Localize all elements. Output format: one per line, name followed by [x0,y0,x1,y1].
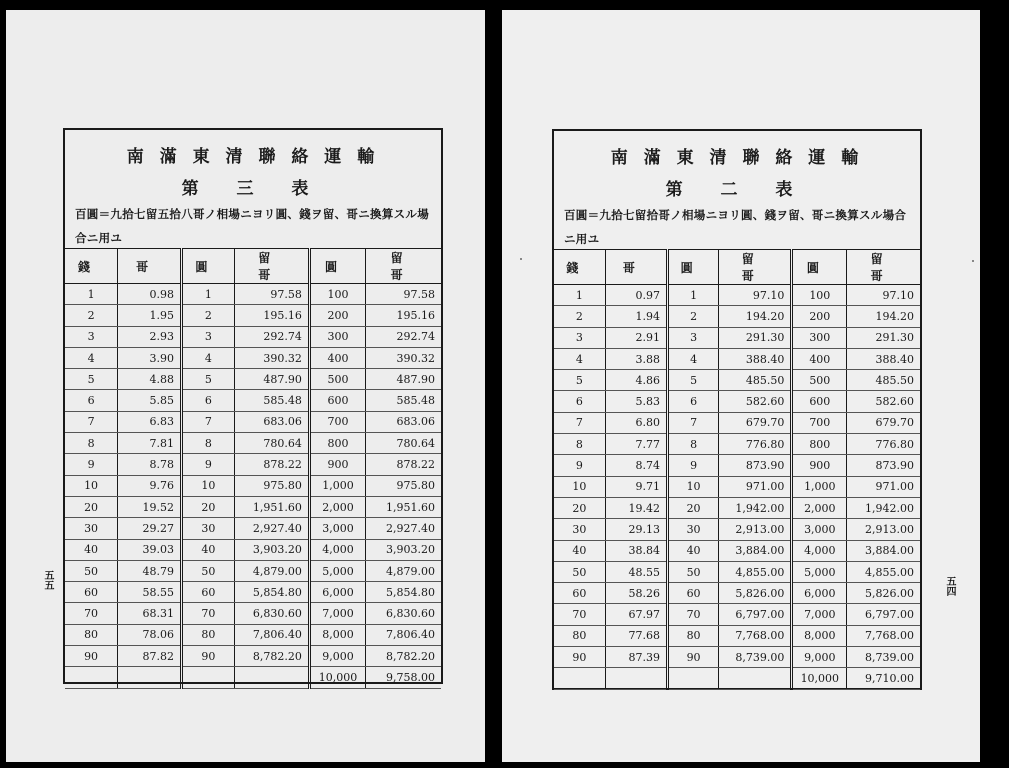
table-cell: 78.06 [118,624,182,645]
table-cell: 878.22 [234,454,309,475]
table-cell: 7,768.00 [847,625,920,646]
table-cell: 1.94 [605,306,667,327]
table-cell [667,668,718,689]
table-cell: 8,000 [309,624,365,645]
table-cell: 1,951.60 [366,496,441,517]
table-cell: 975.80 [234,475,309,496]
table-cell: 90 [182,646,235,667]
table-row [554,625,920,646]
table-cell: 878.22 [366,454,441,475]
table-cell: 9 [554,455,605,476]
table-cell: 97.58 [366,284,441,305]
table-cell: 200 [792,306,847,327]
table-cell: 58.26 [605,583,667,604]
table-cell: 1 [65,284,118,305]
table-row [554,370,920,391]
table-row [554,348,920,369]
column-header: 哥 [118,249,182,284]
table-cell: 3.90 [118,347,182,368]
table-cell: 8,739.00 [719,647,792,668]
table-cell: 100 [309,284,365,305]
table-cell: 679.70 [847,412,920,433]
table-cell: 10 [554,476,605,497]
table-cell: 7,768.00 [719,625,792,646]
column-header: 圓 [792,250,847,285]
table-description: 百圓＝九拾七留五拾八哥ノ相場ニヨリ圓、錢ヲ留、哥ニ換算スル場合ニ用ユ [75,207,429,245]
table-cell: 30 [554,519,605,540]
table-title: 南 滿 東 清 聯 絡 運 輸 [126,147,380,167]
table-cell: 292.74 [366,326,441,347]
table-row [554,604,920,625]
table-cell: 68.31 [118,603,182,624]
table-cell: 48.79 [118,560,182,581]
table-cell: 1,000 [792,476,847,497]
table-cell: 10 [182,475,235,496]
table-cell: 10 [667,476,718,497]
table-cell: 3,000 [792,519,847,540]
table-row [65,496,441,517]
conversion-table-3 [63,128,443,684]
rate-table [554,249,923,690]
table-row [554,519,920,540]
table-cell: 291.30 [719,327,792,348]
table-cell: 1,942.00 [719,497,792,518]
table-cell: 971.00 [719,476,792,497]
table-cell: 291.30 [847,327,920,348]
table-row [65,667,441,688]
table-cell: 40 [667,540,718,561]
table-cell: 8,000 [792,625,847,646]
table-cell: 6,797.00 [847,604,920,625]
table-cell: 19.42 [605,497,667,518]
table-cell: 90 [554,647,605,668]
table-cell: 975.80 [366,475,441,496]
ink-speck [520,258,522,260]
table-cell: 4,855.00 [847,561,920,582]
table-cell: 900 [792,455,847,476]
table-cell: 6,830.60 [234,603,309,624]
table-cell: 485.50 [719,370,792,391]
table-cell: 6 [554,391,605,412]
column-header: 留 哥 [847,250,920,285]
table-cell: 2,913.00 [719,519,792,540]
table-cell: 70 [667,604,718,625]
table-cell: 90 [65,646,118,667]
table-row [65,624,441,645]
table-cell: 2 [182,305,235,326]
table-cell: 7,806.40 [366,624,441,645]
table-cell: 2,913.00 [847,519,920,540]
table-cell: 29.13 [605,519,667,540]
table-subtitle: 第 三 表 [181,179,325,199]
table-cell: 40 [65,539,118,560]
table-cell: 873.90 [847,455,920,476]
table-cell: 780.64 [234,433,309,454]
table-cell: 80 [182,624,235,645]
table-cell: 9 [667,455,718,476]
table-cell: 400 [309,347,365,368]
conversion-table-2 [552,129,922,690]
table-row [554,285,920,306]
table-cell: 97.58 [234,284,309,305]
table-cell: 4 [667,348,718,369]
table-cell: 4 [554,348,605,369]
table-cell: 5,000 [309,560,365,581]
table-cell: 800 [792,434,847,455]
table-cell: 900 [309,454,365,475]
column-header: 錢 [65,249,118,284]
table-cell: 80 [554,625,605,646]
table-cell: 60 [65,582,118,603]
page-right [502,10,980,762]
table-cell: 20 [65,496,118,517]
table-cell: 5,854.80 [366,582,441,603]
table-cell: 70 [554,604,605,625]
table-cell: 1,000 [309,475,365,496]
table-cell: 8.74 [605,455,667,476]
table-row [65,305,441,326]
table-cell: 77.68 [605,625,667,646]
table-cell: 2,927.40 [234,518,309,539]
table-cell [118,667,182,688]
table-cell: 60 [667,583,718,604]
table-subtitle: 第 二 表 [665,180,809,200]
table-cell: 776.80 [719,434,792,455]
table-cell [234,667,309,688]
table-cell: 4,855.00 [719,561,792,582]
column-header: 留 哥 [719,250,792,285]
table-cell: 195.16 [234,305,309,326]
table-cell: 70 [65,603,118,624]
table-cell: 8 [65,433,118,454]
header-row [65,249,441,284]
table-row [65,326,441,347]
table-cell: 6,830.60 [366,603,441,624]
table-cell: 2.91 [605,327,667,348]
table-cell: 2,000 [309,496,365,517]
table-title: 南 滿 東 清 聯 絡 運 輸 [610,148,864,168]
table-cell: 194.20 [719,306,792,327]
table-cell: 683.06 [366,411,441,432]
table-row [554,647,920,668]
table-cell: 9 [65,454,118,475]
table-row [65,347,441,368]
table-cell: 4,879.00 [234,560,309,581]
table-row [65,539,441,560]
table-cell: 10,000 [792,668,847,689]
table-cell: 800 [309,433,365,454]
table-cell: 5 [554,370,605,391]
table-cell: 30 [182,518,235,539]
table-row [65,433,441,454]
table-row [554,412,920,433]
table-cell: 9.71 [605,476,667,497]
table-cell: 1,951.60 [234,496,309,517]
table-cell: 7,000 [792,604,847,625]
table-cell: 485.50 [847,370,920,391]
table-cell: 7,806.40 [234,624,309,645]
table-cell: 9 [182,454,235,475]
table-cell: 5 [182,369,235,390]
table-cell: 600 [309,390,365,411]
table-cell: 300 [792,327,847,348]
column-header: 留 哥 [366,249,441,284]
table-cell: 67.97 [605,604,667,625]
table-cell: 4,879.00 [366,560,441,581]
table-cell: 38.84 [605,540,667,561]
page-number: 五五 [42,570,53,590]
table-cell: 8,739.00 [847,647,920,668]
table-cell [65,667,118,688]
table-row [554,540,920,561]
table-cell: 585.48 [234,390,309,411]
table-cell: 0.97 [605,285,667,306]
table-body [65,284,441,689]
table-row [65,454,441,475]
table-cell: 2,927.40 [366,518,441,539]
table-cell: 4.88 [118,369,182,390]
table-cell: 48.55 [605,561,667,582]
table-cell: 10,000 [309,667,365,688]
table-cell: 3,884.00 [719,540,792,561]
table-cell: 487.90 [234,369,309,390]
table-cell: 7,000 [309,603,365,624]
table-cell: 292.74 [234,326,309,347]
table-cell: 97.10 [719,285,792,306]
table-cell: 3,884.00 [847,540,920,561]
table-cell: 4,000 [309,539,365,560]
table-cell: 6 [65,390,118,411]
table-cell [719,668,792,689]
table-cell: 40 [182,539,235,560]
table-cell: 9,000 [309,646,365,667]
column-header: 哥 [605,250,667,285]
table-cell: 2.93 [118,326,182,347]
table-cell: 30 [667,519,718,540]
table-cell: 3 [65,326,118,347]
table-cell: 87.39 [605,647,667,668]
table-cell: 5 [667,370,718,391]
table-cell: 776.80 [847,434,920,455]
table-cell: 3 [667,327,718,348]
table-cell: 80 [667,625,718,646]
table-cell: 50 [182,560,235,581]
table-row [65,411,441,432]
table-cell: 100 [792,285,847,306]
table-cell: 6,000 [792,583,847,604]
table-cell: 6.80 [605,412,667,433]
table-cell: 300 [309,326,365,347]
table-cell: 679.70 [719,412,792,433]
table-cell: 3,903.20 [234,539,309,560]
table-cell: 195.16 [366,305,441,326]
table-cell: 3 [554,327,605,348]
column-header: 圓 [182,249,235,284]
table-cell: 6.83 [118,411,182,432]
table-cell: 971.00 [847,476,920,497]
table-cell: 7 [182,411,235,432]
table-cell: 7.81 [118,433,182,454]
table-cell: 7 [667,412,718,433]
table-cell: 390.32 [234,347,309,368]
table-cell: 4,000 [792,540,847,561]
table-cell: 194.20 [847,306,920,327]
table-cell: 4 [65,347,118,368]
table-cell: 873.90 [719,455,792,476]
table-cell: 200 [309,305,365,326]
table-cell: 8 [554,434,605,455]
table-cell: 10 [65,475,118,496]
table-cell [554,668,605,689]
table-cell: 500 [792,370,847,391]
table-cell: 3.88 [605,348,667,369]
table-cell: 50 [554,561,605,582]
table-cell: 6,000 [309,582,365,603]
table-cell: 5,854.80 [234,582,309,603]
table-cell: 582.60 [847,391,920,412]
table-row [65,518,441,539]
table-cell: 6,797.00 [719,604,792,625]
table-cell: 0.98 [118,284,182,305]
table-cell: 6 [667,391,718,412]
table-cell: 3 [182,326,235,347]
column-header: 留 哥 [234,249,309,284]
table-row [65,390,441,411]
table-cell: 4 [182,347,235,368]
table-description: 百圓＝九拾七留拾哥ノ相場ニヨリ圓、錢ヲ留、哥ニ換算スル場合ニ用ユ [564,208,907,246]
column-header: 圓 [667,250,718,285]
table-cell: 683.06 [234,411,309,432]
table-row [554,434,920,455]
table-cell: 2,000 [792,497,847,518]
table-cell: 70 [182,603,235,624]
table-row [65,369,441,390]
table-row [554,561,920,582]
table-cell: 1,942.00 [847,497,920,518]
table-cell: 582.60 [719,391,792,412]
table-cell: 1 [667,285,718,306]
table-cell: 9,758.00 [366,667,441,688]
table-cell: 97.10 [847,285,920,306]
table-cell: 20 [182,496,235,517]
table-cell: 400 [792,348,847,369]
table-row [554,391,920,412]
column-header: 圓 [309,249,365,284]
table-cell: 50 [65,560,118,581]
table-cell: 58.55 [118,582,182,603]
table-cell: 60 [182,582,235,603]
table-body [554,285,920,690]
table-cell: 50 [667,561,718,582]
table-cell: 39.03 [118,539,182,560]
table-cell: 8.78 [118,454,182,475]
table-cell: 19.52 [118,496,182,517]
table-cell: 780.64 [366,433,441,454]
table-row [554,327,920,348]
table-cell: 700 [792,412,847,433]
table-cell: 30 [65,518,118,539]
table-row [65,475,441,496]
table-cell: 9,000 [792,647,847,668]
table-cell: 8 [182,433,235,454]
table-cell: 700 [309,411,365,432]
table-cell: 5,826.00 [847,583,920,604]
table-cell: 20 [667,497,718,518]
table-row [554,476,920,497]
table-cell: 5 [65,369,118,390]
table-cell: 388.40 [719,348,792,369]
table-cell: 7 [554,412,605,433]
table-cell: 5,000 [792,561,847,582]
table-cell: 9.76 [118,475,182,496]
table-cell: 5,826.00 [719,583,792,604]
table-cell: 388.40 [847,348,920,369]
table-cell: 3,000 [309,518,365,539]
table-cell: 9,710.00 [847,668,920,689]
table-cell: 390.32 [366,347,441,368]
table-row [554,455,920,476]
table-cell: 1 [554,285,605,306]
table-cell: 8 [667,434,718,455]
table-cell: 60 [554,583,605,604]
table-cell: 3,903.20 [366,539,441,560]
table-cell: 500 [309,369,365,390]
table-row [554,583,920,604]
table-cell: 1 [182,284,235,305]
page-number: 五四 [944,576,955,596]
table-cell: 4.86 [605,370,667,391]
table-cell: 5.85 [118,390,182,411]
table-cell: 8,782.20 [366,646,441,667]
table-cell: 7.77 [605,434,667,455]
table-row [554,306,920,327]
table-cell [605,668,667,689]
rate-table [65,248,441,689]
table-cell: 6 [182,390,235,411]
table-cell: 29.27 [118,518,182,539]
table-cell: 90 [667,647,718,668]
table-cell: 2 [65,305,118,326]
table-row [65,582,441,603]
table-row [554,668,920,689]
table-cell: 80 [65,624,118,645]
table-cell: 7 [65,411,118,432]
page-left [6,10,485,762]
table-row [65,603,441,624]
table-cell: 487.90 [366,369,441,390]
table-row [65,646,441,667]
table-cell: 600 [792,391,847,412]
table-cell: 585.48 [366,390,441,411]
table-cell: 2 [554,306,605,327]
table-row [554,497,920,518]
table-cell: 1.95 [118,305,182,326]
table-cell: 8,782.20 [234,646,309,667]
table-cell: 2 [667,306,718,327]
table-cell: 20 [554,497,605,518]
table-row [65,284,441,305]
column-header: 錢 [554,250,605,285]
table-cell [182,667,235,688]
table-cell: 40 [554,540,605,561]
ink-speck [972,260,974,262]
table-cell: 87.82 [118,646,182,667]
table-cell: 5.83 [605,391,667,412]
table-row [65,560,441,581]
header-row [554,250,920,285]
